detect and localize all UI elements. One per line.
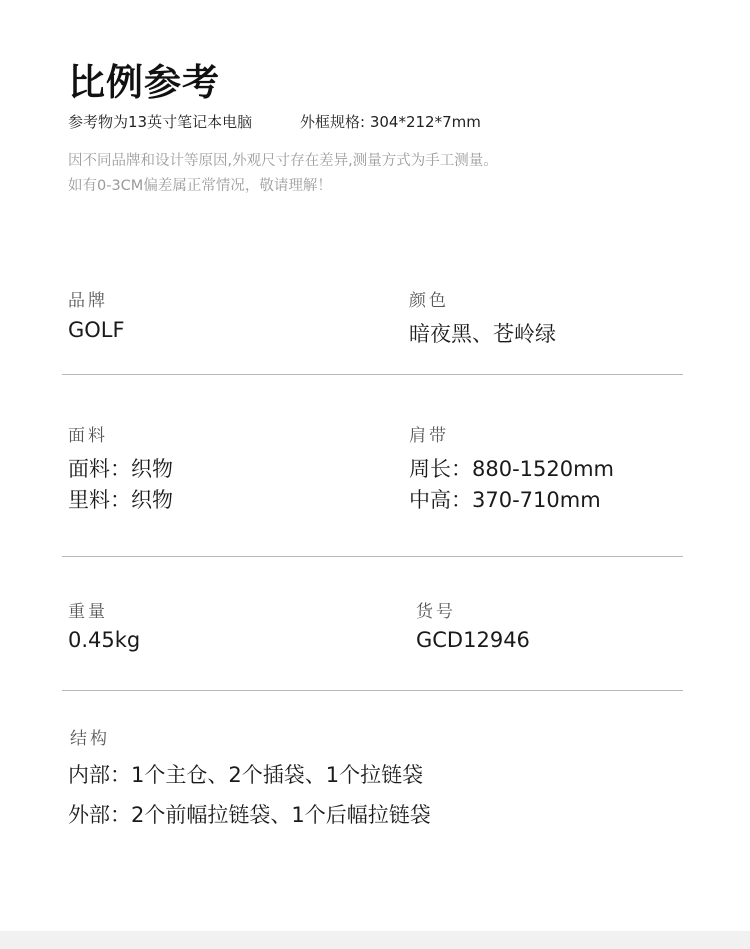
brand-value: GOLF	[68, 318, 125, 342]
structure-label: 结构	[70, 729, 110, 749]
divider	[62, 690, 683, 691]
strap-length-value: 周长：880-1520mm	[409, 457, 615, 481]
reference-item: 参考物为13英寸笔记本电脑	[68, 113, 253, 131]
fabric-lining-value: 里料：织物	[68, 488, 173, 512]
sku-value: GCD12946	[416, 628, 530, 652]
fabric-outer-value: 面料：织物	[68, 457, 173, 481]
structure-inner-value: 内部：1个主仓、2个插袋、1个拉链袋	[68, 763, 424, 787]
color-value: 暗夜黑、苍岭绿	[409, 322, 556, 346]
brand-label: 品牌	[68, 291, 108, 311]
frame-spec: 外框规格: 304*212*7mm	[300, 113, 481, 131]
strap-label: 肩带	[409, 426, 449, 446]
page-title: 比例参考	[68, 61, 220, 104]
structure-outer-value: 外部：2个前幅拉链袋、1个后幅拉链袋	[68, 803, 431, 827]
weight-label: 重量	[68, 602, 108, 622]
fabric-label: 面料	[68, 426, 108, 446]
weight-value: 0.45kg	[68, 628, 141, 652]
strap-drop-value: 中高：370-710mm	[409, 488, 601, 512]
sku-label: 货号	[416, 602, 456, 622]
divider	[62, 374, 683, 375]
color-label: 颜色	[409, 291, 449, 311]
divider	[62, 556, 683, 557]
bottom-band	[0, 931, 750, 949]
measurement-note: 因不同品牌和设计等原因,外观尺寸存在差异,测量方式为手工测量。	[68, 153, 498, 169]
tolerance-note: 如有0-3CM偏差属正常情况，敬请理解！	[68, 178, 332, 194]
